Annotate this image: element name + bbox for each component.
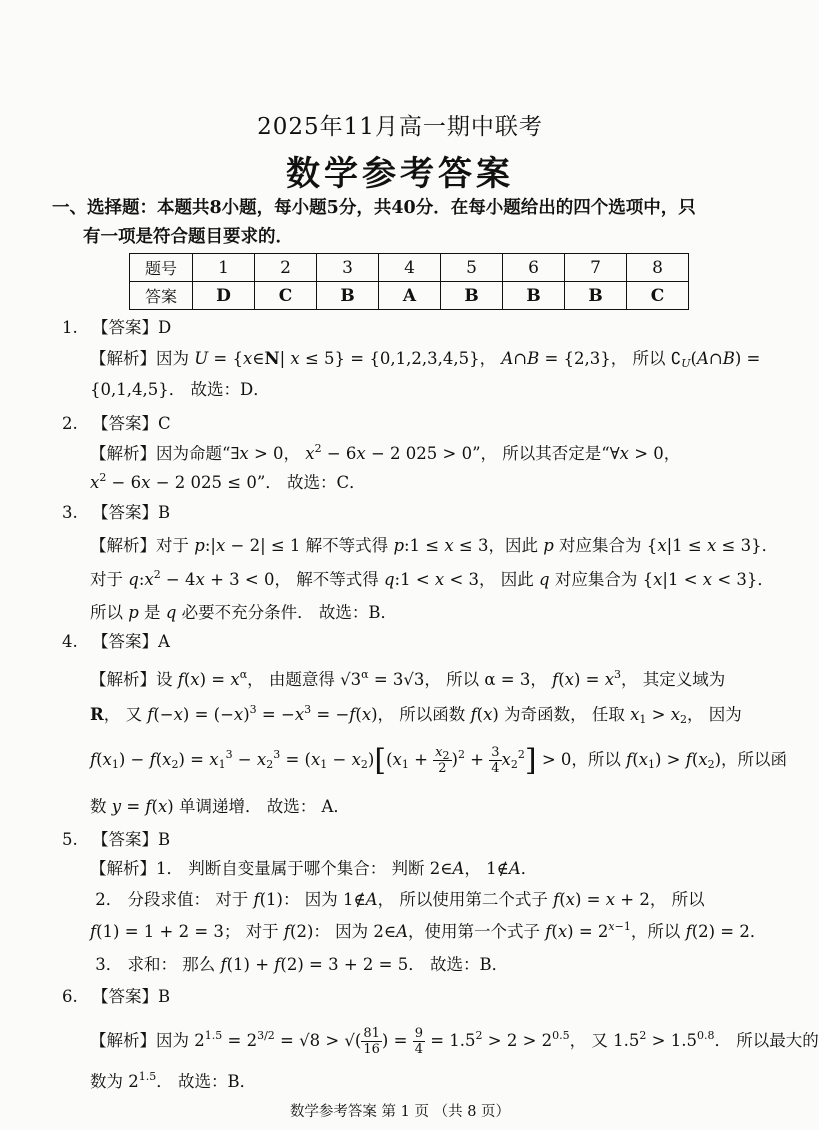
table-cell-answer: B bbox=[317, 282, 379, 310]
question-6-header bbox=[62, 983, 762, 1007]
table-cell-number: 5 bbox=[441, 254, 503, 282]
question-3-header bbox=[62, 499, 762, 523]
answer-tag: 【答案】 bbox=[92, 318, 158, 337]
q1-analysis-line-2: {0,1,4,5}． 故选：D． bbox=[90, 380, 270, 399]
question-answer: C bbox=[158, 414, 171, 433]
q4-analysis-line-2: R， 又 $f(-x) = (-x)^3 = -x^3 = -f(x)$， 所以函数 f(x) 为奇函数， 任取 $x_1 > x_2$， 因为 bbox=[90, 703, 742, 726]
question-number: 1. bbox=[62, 318, 78, 337]
question-answer: B bbox=[158, 830, 171, 849]
q3-analysis-line-2: 对于 $q:x^2 - 4x + 3 < 0$， 解不等式得 q:1 < x < 3， 因此 q 对应集合为 {x|1 < x < 3}． bbox=[90, 568, 774, 589]
analysis-tag: 【解析】 bbox=[90, 859, 156, 878]
question-number: 2. bbox=[62, 414, 78, 433]
table-cell-answer: C bbox=[627, 282, 689, 310]
question-answer: D bbox=[158, 318, 172, 337]
question-number: 4. bbox=[62, 632, 78, 651]
table-cell-answer: D bbox=[193, 282, 255, 310]
q6-analysis-line-1: 【解析】因为 $2^{1.5} = 2^{3/2} = √8$ > √( $\frac{81}{16}$ ) = $\frac{9}{4}$ = $1.5^2 > 2 > 2^{0.5}$， 又 $1.5^2 > 1.5^{0.8}$． 所以最大的 bbox=[90, 1026, 819, 1057]
question-answer: B bbox=[158, 503, 171, 522]
q6-analysis-line-2: 数为 $2^{1.5}$． 故选：B． bbox=[90, 1070, 257, 1091]
question-2-header bbox=[62, 410, 762, 434]
q5-analysis-line-4: 3． 求和： 那么 f(1) + f(2) = 3 + 2 = 5． 故选：B． bbox=[90, 955, 509, 974]
table-cell-number: 4 bbox=[379, 254, 441, 282]
table-cell-answer: C bbox=[255, 282, 317, 310]
q1-analysis-line-1: 【解析】因为 U = {x∈N| x ≤ 5} = {0,1,2,3,4,5}， A∩B = {2,3}， 所以 $∁_U(A\cap B)$ = bbox=[90, 349, 761, 370]
question-4-header bbox=[62, 628, 762, 652]
table-cell-number: 1 bbox=[193, 254, 255, 282]
table-cell-number: 7 bbox=[565, 254, 627, 282]
analysis-tag: 【解析】 bbox=[90, 444, 156, 463]
doc-title: 数学参考答案 bbox=[286, 154, 514, 194]
table-row-answers bbox=[130, 282, 689, 310]
q4-analysis-line-4: 数 y = f(x) 单调递增． 故选： A． bbox=[90, 797, 350, 816]
question-answer: A bbox=[158, 632, 170, 651]
section-line-2: 有一项是符合题目要求的． bbox=[83, 227, 293, 247]
table-cell-number: 2 bbox=[255, 254, 317, 282]
table-header-number: 题号 bbox=[130, 254, 193, 282]
question-answer: B bbox=[158, 987, 171, 1006]
table-cell-answer: B bbox=[441, 282, 503, 310]
answer-tag: 【答案】 bbox=[92, 503, 158, 522]
table-cell-answer: A bbox=[379, 282, 441, 310]
answer-tag: 【答案】 bbox=[92, 987, 158, 1006]
q3-analysis-line-1: 【解析】对于 p:|x − 2| ≤ 1 解不等式得 p:1 ≤ x ≤ 3，因此 p 对应集合为 {x|1 ≤ x ≤ 3}． bbox=[90, 536, 779, 555]
analysis-tag: 【解析】 bbox=[90, 349, 156, 368]
q4-analysis-line-3: $f(x_1) - f(x_2) = x_1^3 - x_2^3 = (x_1 - x_2)[(x_1$ + $\frac{x_2}{2}$ )$^2$ + $\frac{3}{4}$ $x_2^2] > 0$，所以 $f(x_1) > f(x_2)$，所以函 bbox=[90, 743, 788, 778]
answer-table bbox=[129, 253, 689, 310]
table-row-numbers bbox=[130, 254, 689, 282]
table-cell-number: 6 bbox=[503, 254, 565, 282]
question-5-header bbox=[62, 826, 762, 850]
page-footer: 数学参考答案 第 1 页 （共 8 页） bbox=[289, 1104, 511, 1120]
answer-tag: 【答案】 bbox=[92, 632, 158, 651]
analysis-tag: 【解析】 bbox=[90, 670, 156, 689]
section-line-1: 一、选择题：本题共8小题，每小题5分，共40分．在每小题给出的四个选项中，只 bbox=[52, 198, 696, 218]
q2-analysis-line-2: $x^2 - 6x - 2$ 025 ≤ 0”． 故选：C． bbox=[90, 471, 366, 492]
question-number: 3. bbox=[62, 503, 78, 522]
answer-tag: 【答案】 bbox=[92, 830, 158, 849]
table-cell-number: 3 bbox=[317, 254, 379, 282]
exam-title: 2025年11月高一期中联考 bbox=[257, 114, 543, 140]
question-number: 6. bbox=[62, 987, 78, 1006]
q5-analysis-line-1: 【解析】1． 判断自变量属于哪个集合： 判断 2∈A， 1∉A． bbox=[90, 859, 538, 878]
table-cell-number: 8 bbox=[627, 254, 689, 282]
table-cell-answer: B bbox=[503, 282, 565, 310]
table-header-answer: 答案 bbox=[130, 282, 193, 310]
analysis-tag: 【解析】 bbox=[90, 536, 156, 555]
q5-analysis-line-2: 2． 分段求值： 对于 f(1)： 因为 1∉A， 所以使用第二个式子 f(x) = x + 2， 所以 bbox=[90, 890, 705, 909]
section-instructions bbox=[52, 194, 764, 252]
q3-analysis-line-3: 所以 p 是 q 必要不充分条件． 故选：B． bbox=[90, 603, 397, 622]
table-cell-answer: B bbox=[565, 282, 627, 310]
question-number: 5. bbox=[62, 830, 78, 849]
q5-analysis-line-3: f(1) = 1 + 2 = 3； 对于 f(2)： 因为 2∈A，使用第一个式子 $f(x) = 2^{x-1}$，所以 f(2) = 2． bbox=[90, 920, 767, 941]
question-1-header bbox=[62, 314, 762, 338]
q2-analysis-line-1: 【解析】因为命题“∃x > 0， $x^2 - 6x - 2$ 025 > 0”， 所以其否定是“∀x > 0， bbox=[90, 442, 681, 463]
q4-analysis-line-1: 【解析】设 $f(x) = x^\alpha$， 由题意得 $√3^\alpha = 3√3$， 所以 α = 3， $f(x) = x^3$， 其定义域为 bbox=[90, 668, 726, 689]
analysis-tag: 【解析】 bbox=[90, 1031, 156, 1050]
answer-tag: 【答案】 bbox=[92, 414, 158, 433]
